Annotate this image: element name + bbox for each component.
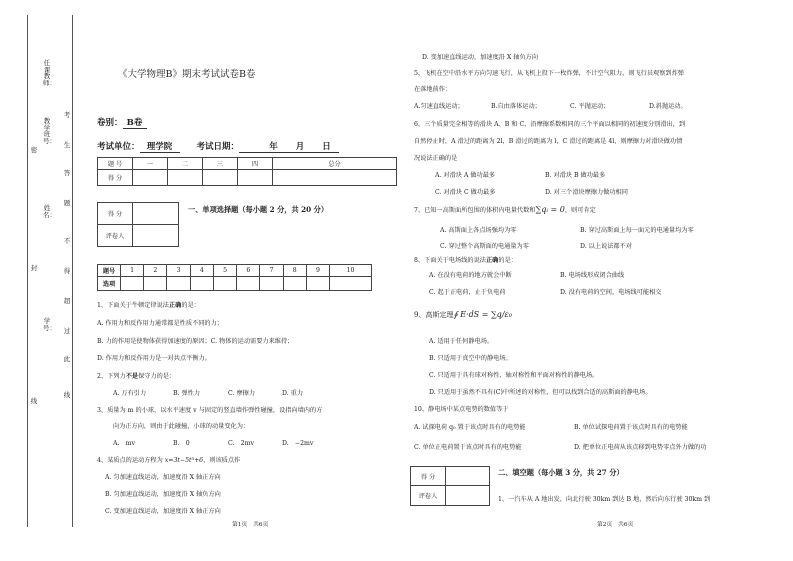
q8-option: D. 没有电荷的空间，电场线可能相交: [560, 289, 662, 296]
fill-q1-stem: 1、一汽车从 A 地出发，向北行驶 30km 到达 B 地，然后向东行驶 30km 到: [498, 496, 711, 503]
grader-name-label: 评卷人: [411, 486, 446, 506]
date-value: 年 月 日: [239, 140, 339, 153]
q6-option: C. 对滑块 C 做功最多: [435, 189, 496, 196]
answer-grid-row-label: 选项: [98, 277, 121, 291]
score-table-row-label: 得 分: [98, 170, 133, 186]
grader-box-2: [410, 466, 490, 506]
answer-num: 4: [190, 265, 213, 277]
q1-option: B. 力的作用是使物体获得加速度的原因；C. 物体的运动需要力来维持；: [97, 338, 294, 345]
q4-option: C. 变加速直线运动，加速度沿 X 轴正方向: [105, 508, 221, 515]
q2-option: D. 重力: [282, 390, 304, 397]
q3-stem: 3、质量为 m 的小球，以水平速度 v 与固定的竖直墙作弹性碰撞，设指向墙内的方: [97, 407, 323, 414]
answer-num: 2: [144, 265, 167, 277]
q3-option: A. mv: [113, 440, 135, 447]
answer-cell: [167, 277, 190, 291]
seal-char-xian: 线: [30, 397, 38, 405]
q1-stem: 1、下面关于牛顿定律说法正确的是：: [97, 302, 200, 309]
answer-cell: [283, 277, 306, 291]
score-table-head: 一: [133, 158, 168, 170]
warning-char: 过: [63, 327, 71, 335]
q7-option: C. 穿过整个高斯面的电通量为零: [440, 243, 529, 250]
q10-option: D. 把单位正电荷从该点移到电势零点外力做的功: [574, 444, 707, 451]
q2-stem: 2、下列力不是保守力的是：: [97, 373, 176, 380]
answer-cell: [330, 277, 372, 291]
answer-num: 1: [121, 265, 144, 277]
answer-cell: [213, 277, 236, 291]
student-id-label: 学号：: [43, 317, 56, 332]
grader-name-cell: [133, 225, 179, 247]
q6-option: A. 对滑块 A 做功最多: [435, 172, 496, 179]
q1-option: A. 作用力和反作用力通常都是性质不同的力；: [97, 320, 223, 327]
grader-score-label: 得 分: [98, 203, 133, 225]
answer-num: 7: [260, 265, 283, 277]
seal-char-feng: 封: [30, 264, 38, 272]
q6-option: B. 对滑块 B 做功最多: [545, 172, 606, 179]
score-table-head: 三: [203, 158, 238, 170]
college-label: 考试单位：: [97, 142, 140, 152]
paper-type-value: B卷: [123, 116, 147, 129]
paper-type-label: 卷别：: [97, 118, 123, 128]
answer-cell: [190, 277, 213, 291]
answer-cell: [121, 277, 144, 291]
q6-stem-cont: 自然停止时，A 滑过的距离为 2l，B 滑过的距离为 l，C 滑过的距离是 4l，则摩擦力对滑块做功情: [414, 138, 683, 145]
q6-stem: 6、三个质量完全相等的滑块 A、B 和 C，沿摩擦系数相同的三个平面以相同的初速度分别滑出，到: [414, 121, 686, 128]
binding-line-inner: [72, 15, 73, 527]
teacher-label: 任课教师：: [43, 59, 56, 87]
q7-stem: 7、已知一高斯面所包围的体积内电量代数和∑qᵢ = 0，则可肯定: [414, 205, 596, 214]
answer-num: 5: [213, 265, 236, 277]
q4-option: B. 匀加速直线运动，加速度沿 X 轴负方向: [105, 491, 221, 498]
q9-option: B. 只适用于真空中的静电场。: [429, 355, 512, 362]
q3-option: C. 2mv: [228, 440, 254, 447]
score-cell: [273, 170, 397, 186]
q3-option: B. 0: [173, 440, 190, 447]
score-cell: [238, 170, 273, 186]
warning-char: 此: [63, 355, 71, 363]
score-cell: [203, 170, 238, 186]
score-cell: [133, 170, 168, 186]
answer-grid-head: 题号: [98, 265, 121, 277]
q5-stem: 5、飞机在空中沿水平方向匀速飞行，从飞机上投下一枚炸弹，不计空气阻力，则飞行员观察到炸弹: [414, 70, 684, 77]
warning-char: 答: [63, 169, 71, 177]
q4-option: A. 匀加速直线运动，加速度沿 X 轴正方向: [105, 474, 221, 481]
answer-cell: [144, 277, 167, 291]
answer-num: 3: [167, 265, 190, 277]
q3-stem-cont: 向为正方向，则由于此碰撞，小球的动量变化为：: [113, 423, 250, 430]
q6-stem-cont: 况说法正确的是: [414, 155, 458, 162]
section2-title: 二、填空题（每小题 3 分，共 27 分）: [498, 468, 624, 477]
score-table: [97, 157, 397, 186]
warning-char: 生: [63, 141, 71, 149]
q8-option: C. 起于正电荷，止于负电荷: [429, 289, 506, 296]
section1-title: 一、单项选择题（每小题 2 分，共 20 分）: [188, 205, 329, 214]
q8-stem: 8、下面关于电场线的说法正确的是：: [414, 257, 517, 264]
answer-cell: [260, 277, 283, 291]
answer-cell: [237, 277, 260, 291]
q5-option: B.自由落体运动；: [491, 103, 541, 110]
answer-num: 9: [306, 265, 329, 277]
college-value: 理学院: [140, 140, 180, 153]
warning-char: 超: [63, 297, 71, 305]
answer-num: 10: [330, 265, 372, 277]
name-label: 姓名：: [43, 204, 56, 219]
grader-score-cell: [446, 467, 490, 486]
grader-box-1: [97, 202, 179, 247]
grader-score-cell: [133, 203, 179, 225]
seal-char-mi: 密: [30, 146, 38, 154]
q9-option: A. 适用于任何静电场。: [429, 338, 494, 345]
exam-info: [97, 140, 339, 153]
q8-option: A. 在没有电荷的地方就会中断: [429, 272, 512, 279]
warning-char: 不: [63, 237, 71, 245]
grader-score-label: 得 分: [411, 467, 446, 486]
q10-stem: 10、静电场中某点电势的数值等于: [414, 406, 509, 413]
binding-line-outer: [27, 15, 28, 527]
q9-option: C. 只适用于具有球对称性、轴对称性和平面对称性的静电场。: [429, 372, 599, 379]
q7-option: B. 穿过高斯面上每一面元的电通量均为零: [580, 227, 694, 234]
q1-option: D. 作用力和反作用力是一对共点平衡力。: [97, 355, 211, 362]
q4-option-d: D. 变加速直线运动，加速度沿 X 轴负方向: [422, 54, 539, 61]
score-table-head: 总分: [273, 158, 397, 170]
q10-option: C. 单位正电荷置于该点时具有的电势能: [414, 444, 522, 451]
q3-option: D. −2mv: [282, 440, 314, 447]
q8-option: B. 电场线形成闭合曲线: [560, 272, 625, 279]
q2-option: A. 万有引力: [113, 390, 147, 397]
exam-title: 《大学物理B》期末考试试卷B卷: [118, 69, 256, 80]
grader-name-cell: [446, 486, 490, 506]
answer-num: 6: [237, 265, 260, 277]
warning-char: 线: [63, 391, 71, 399]
q5-option: A.匀速直线运动；: [414, 103, 464, 110]
q9-option: D. 只适用于虽然不具有(C)中所述的对称性，但可以找到合适的高斯面的静电场。: [429, 389, 652, 396]
grader-name-label: 评卷人: [98, 225, 133, 247]
q5-stem-cont: 在落地前作：: [414, 86, 452, 93]
warning-char: 考: [63, 111, 71, 119]
score-table-head: 四: [238, 158, 273, 170]
score-table-head: 题 号: [98, 158, 133, 170]
warning-char: 题: [63, 199, 71, 207]
q5-option: D.斜抛运动。: [649, 103, 687, 110]
q9-stem: 9、高斯定理∮ E·dS = ∑q/ε₀: [414, 310, 512, 319]
q10-option: A. 试探电荷 q₀ 置于该点时具有的电势能: [414, 424, 526, 431]
q4-stem: 4、某质点的运动方程为 x=3t−5t³+6，则该质点作: [97, 457, 241, 464]
date-label: 考试日期：: [196, 142, 239, 152]
page-footer-right: 第2页 共6页: [597, 522, 634, 528]
q2-option: B. 弹性力: [173, 390, 201, 397]
paper-type: [97, 116, 147, 129]
q5-option: C. 平抛运动；: [570, 103, 610, 110]
answer-grid: [97, 264, 372, 291]
page-footer-left: 第1页 共6页: [232, 522, 269, 528]
q2-option: C. 摩擦力: [228, 390, 256, 397]
score-cell: [168, 170, 203, 186]
q7-option: A. 高斯面上各点场强均为零: [440, 227, 517, 234]
class-label: 教学班号：: [43, 117, 56, 145]
score-table-head: 二: [168, 158, 203, 170]
answer-num: 8: [283, 265, 306, 277]
warning-char: 得: [63, 267, 71, 275]
q10-option: B. 单位试探电荷置于该点时具有的电势能: [574, 424, 688, 431]
q6-option: D. 对三个滑块摩擦力做功相同: [545, 189, 628, 196]
q7-option: D. 以上说法都不对: [580, 243, 632, 250]
answer-cell: [306, 277, 329, 291]
